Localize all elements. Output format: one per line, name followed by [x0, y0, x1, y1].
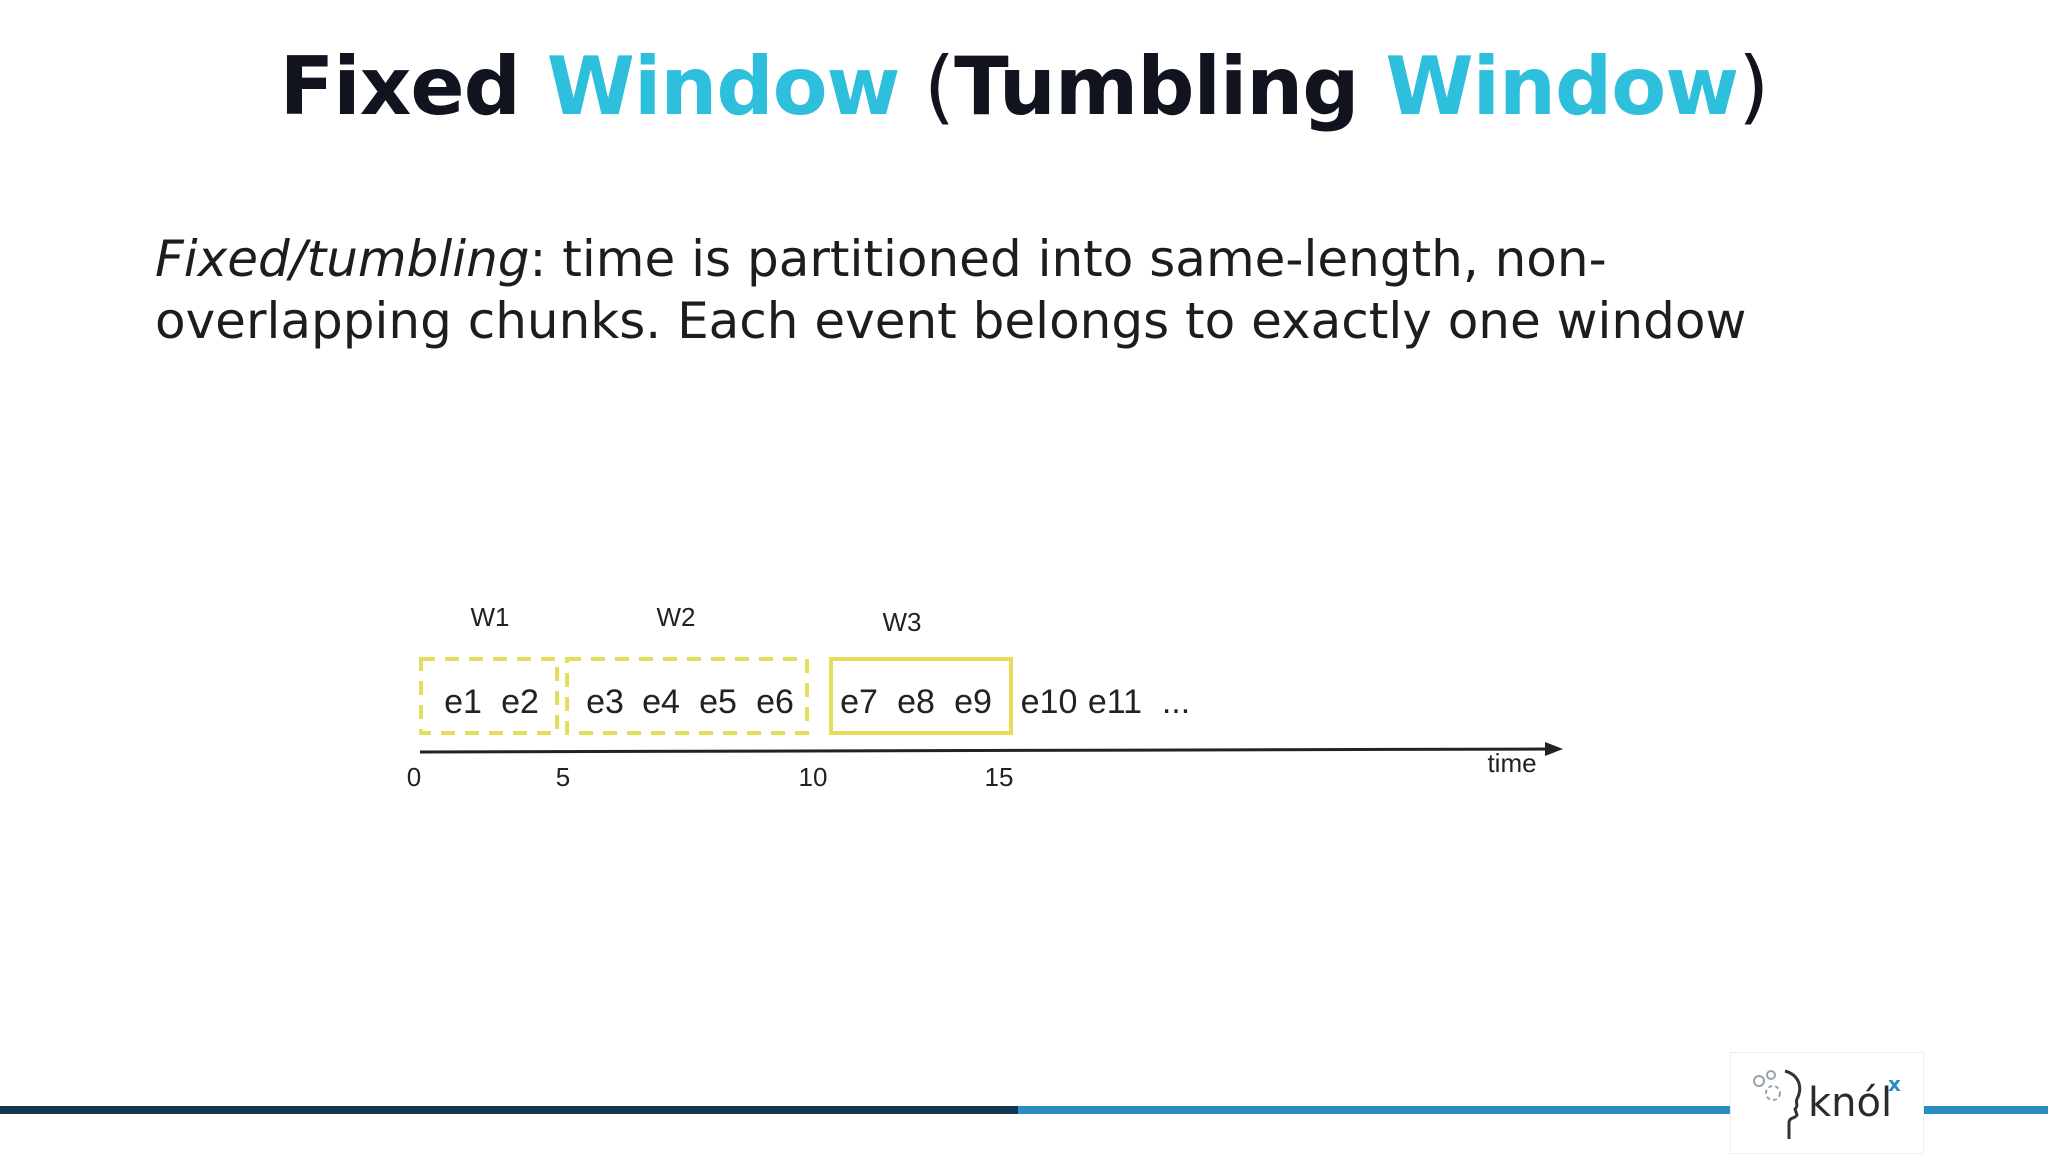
event-e11: e11 [1087, 683, 1143, 721]
event-e10: e10 [1020, 683, 1078, 721]
window-label-w3: W3 [882, 607, 922, 637]
title-window-1: Window [546, 40, 900, 133]
window-label-w2: W2 [656, 602, 696, 632]
axis-label-time: time [1487, 748, 1537, 778]
tick-5: 5 [555, 762, 571, 792]
body-term: Fixed/tumbling [155, 230, 530, 288]
title-close-paren: ) [1738, 40, 1769, 133]
event-e3: e3 [586, 683, 624, 721]
event-e6: e6 [756, 683, 794, 721]
time-axis [420, 749, 1550, 752]
tick-15: 15 [984, 762, 1014, 792]
ellipsis: ... [1161, 683, 1191, 721]
title-fixed: Fixed [279, 40, 547, 133]
title-open-paren: ( [899, 40, 955, 133]
event-e9: e9 [954, 683, 992, 721]
window-label-w1: W1 [470, 602, 510, 632]
event-e4: e4 [642, 683, 680, 721]
logo-wordmark: knól [1808, 1080, 1893, 1126]
event-e8: e8 [897, 683, 935, 721]
body-definition: : time is partitioned into same-length, non-overlapping chunks. Each event belongs to exactly one window [155, 230, 1747, 350]
title-window-2: Window [1385, 40, 1739, 133]
footer-bar-dark [0, 1106, 1018, 1114]
event-e2: e2 [501, 683, 539, 721]
tick-0: 0 [406, 762, 422, 792]
tick-10: 10 [798, 762, 828, 792]
event-e1: e1 [444, 683, 482, 721]
event-e7: e7 [840, 683, 878, 721]
title-tumbling: Tumbling [954, 40, 1386, 133]
logo-superscript: x [1888, 1072, 1901, 1096]
event-e5: e5 [699, 683, 737, 721]
time-axis-arrowhead [1545, 742, 1563, 756]
head-gears-icon [1737, 1053, 1817, 1153]
